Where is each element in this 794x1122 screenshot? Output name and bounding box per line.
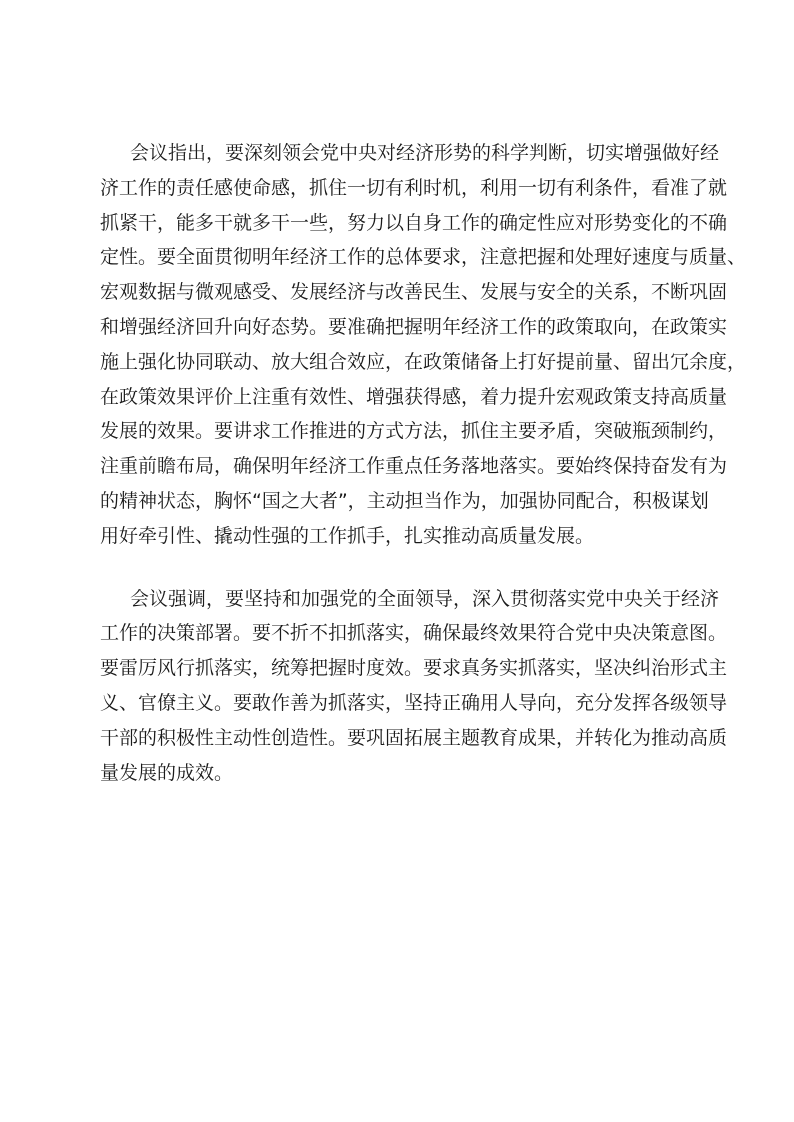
paragraph-2 — [100, 582, 728, 791]
text-line: 干部的积极性主动性创造性。要巩固拓展主题教育成果，并转化为推动高质 — [100, 726, 728, 749]
text-line: 定性。要全面贯彻明年经济工作的总体要求，注意把握和处理好速度与质量、 — [100, 246, 747, 269]
document-body — [100, 136, 747, 790]
text-line: 发展的效果。要讲求工作推进的方式方法，抓住主要矛盾，突破瓶颈制约， — [100, 420, 728, 443]
text-line: 量发展的成效。 — [100, 761, 234, 784]
text-line: 义、官僚主义。要敢作善为抓落实，坚持正确用人导向，充分发挥各级领导 — [100, 691, 728, 714]
text-line: 会议指出，要深刻领会党中央对经济形势的科学判断，切实增强做好经 — [130, 142, 720, 164]
text-line: 工作的决策部署。要不折不扣抓落实，确保最终效果符合党中央决策意图。 — [100, 622, 728, 645]
text-line: 在政策效果评价上注重有效性、增强获得感，着力提升宏观政策支持高质量 — [100, 385, 728, 408]
text-line: 注重前瞻布局，确保明年经济工作重点任务落地落实。要始终保持奋发有为 — [100, 455, 728, 478]
paragraph-1 — [100, 136, 747, 554]
text-line: 施上强化协同联动、放大组合效应，在政策储备上打好提前量、留出冗余度， — [100, 350, 747, 373]
text-line: 宏观数据与微观感受、发展经济与改善民生、发展与安全的关系，不断巩固 — [100, 281, 728, 304]
text-line: 要雷厉风行抓落实，统筹把握时度效。要求真务实抓落实，坚决纠治形式主 — [100, 657, 728, 680]
text-line: 抓紧干，能多干就多干一些，努力以自身工作的确定性应对形势变化的不确 — [100, 211, 728, 234]
text-line: 用好牵引性、撬动性强的工作抓手，扎实推动高质量发展。 — [100, 524, 595, 547]
text-line: 的精神状态，胸怀“国之大者”，主动担当作为，加强协同配合，积极谋划 — [100, 489, 709, 512]
text-line: 济工作的责任感使命感，抓住一切有利时机，利用一切有利条件，看准了就 — [100, 176, 728, 199]
text-line: 会议强调，要坚持和加强党的全面领导，深入贯彻落实党中央关于经济 — [130, 587, 720, 610]
text-line: 和增强经济回升向好态势。要准确把握明年经济工作的政策取向，在政策实 — [100, 315, 728, 338]
